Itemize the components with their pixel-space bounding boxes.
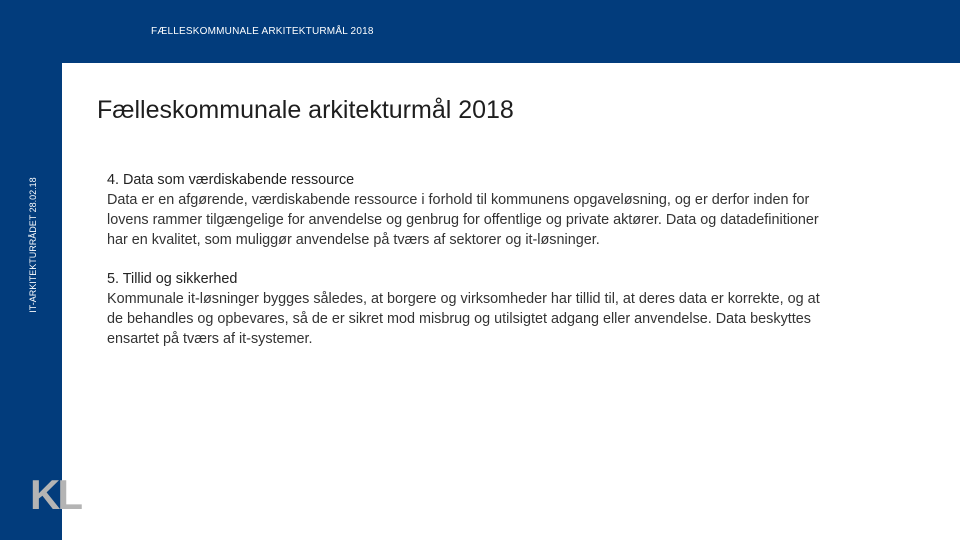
top-banner [0,0,960,63]
section-heading: 4. Data som værdiskabende ressource [107,172,355,188]
content [107,170,827,368]
section-trust [107,269,827,349]
section-body: Kommunale it-løsninger bygges således, at borgere og virksomheder har tillid til, at deres data er korrekte, og at de behandles og opbevares, så de er sikret mod misbrug og utilsigtet adgang eller anvendelse. Data beskyttes ensartet på tværs af it-systemer. [107,291,820,347]
section-heading: 5. Tillid og sikkerhed [107,271,238,287]
section-body: Data er en afgørende, værdiskabende ressource i forhold til kommunens opgaveløsning, og er derfor inden for lovens rammer tilgængelige for anvendelse og genbrug for offentlige og private aktører. Data og datadefinitioner har en kvalitet, som muliggør anvendelse på tværs af sektorer og it-løsninger. [107,192,819,248]
header-title: FÆLLESKOMMUNALE ARKITEKTURMÅL 2018 [151,26,374,37]
sidebar-label: IT-ARKITEKTURRÅDET 28.02.18 [28,177,38,313]
section-data [107,170,827,250]
kl-logo: KL [30,471,80,518]
page-title: Fælleskommunale arkitekturmål 2018 [97,96,514,124]
